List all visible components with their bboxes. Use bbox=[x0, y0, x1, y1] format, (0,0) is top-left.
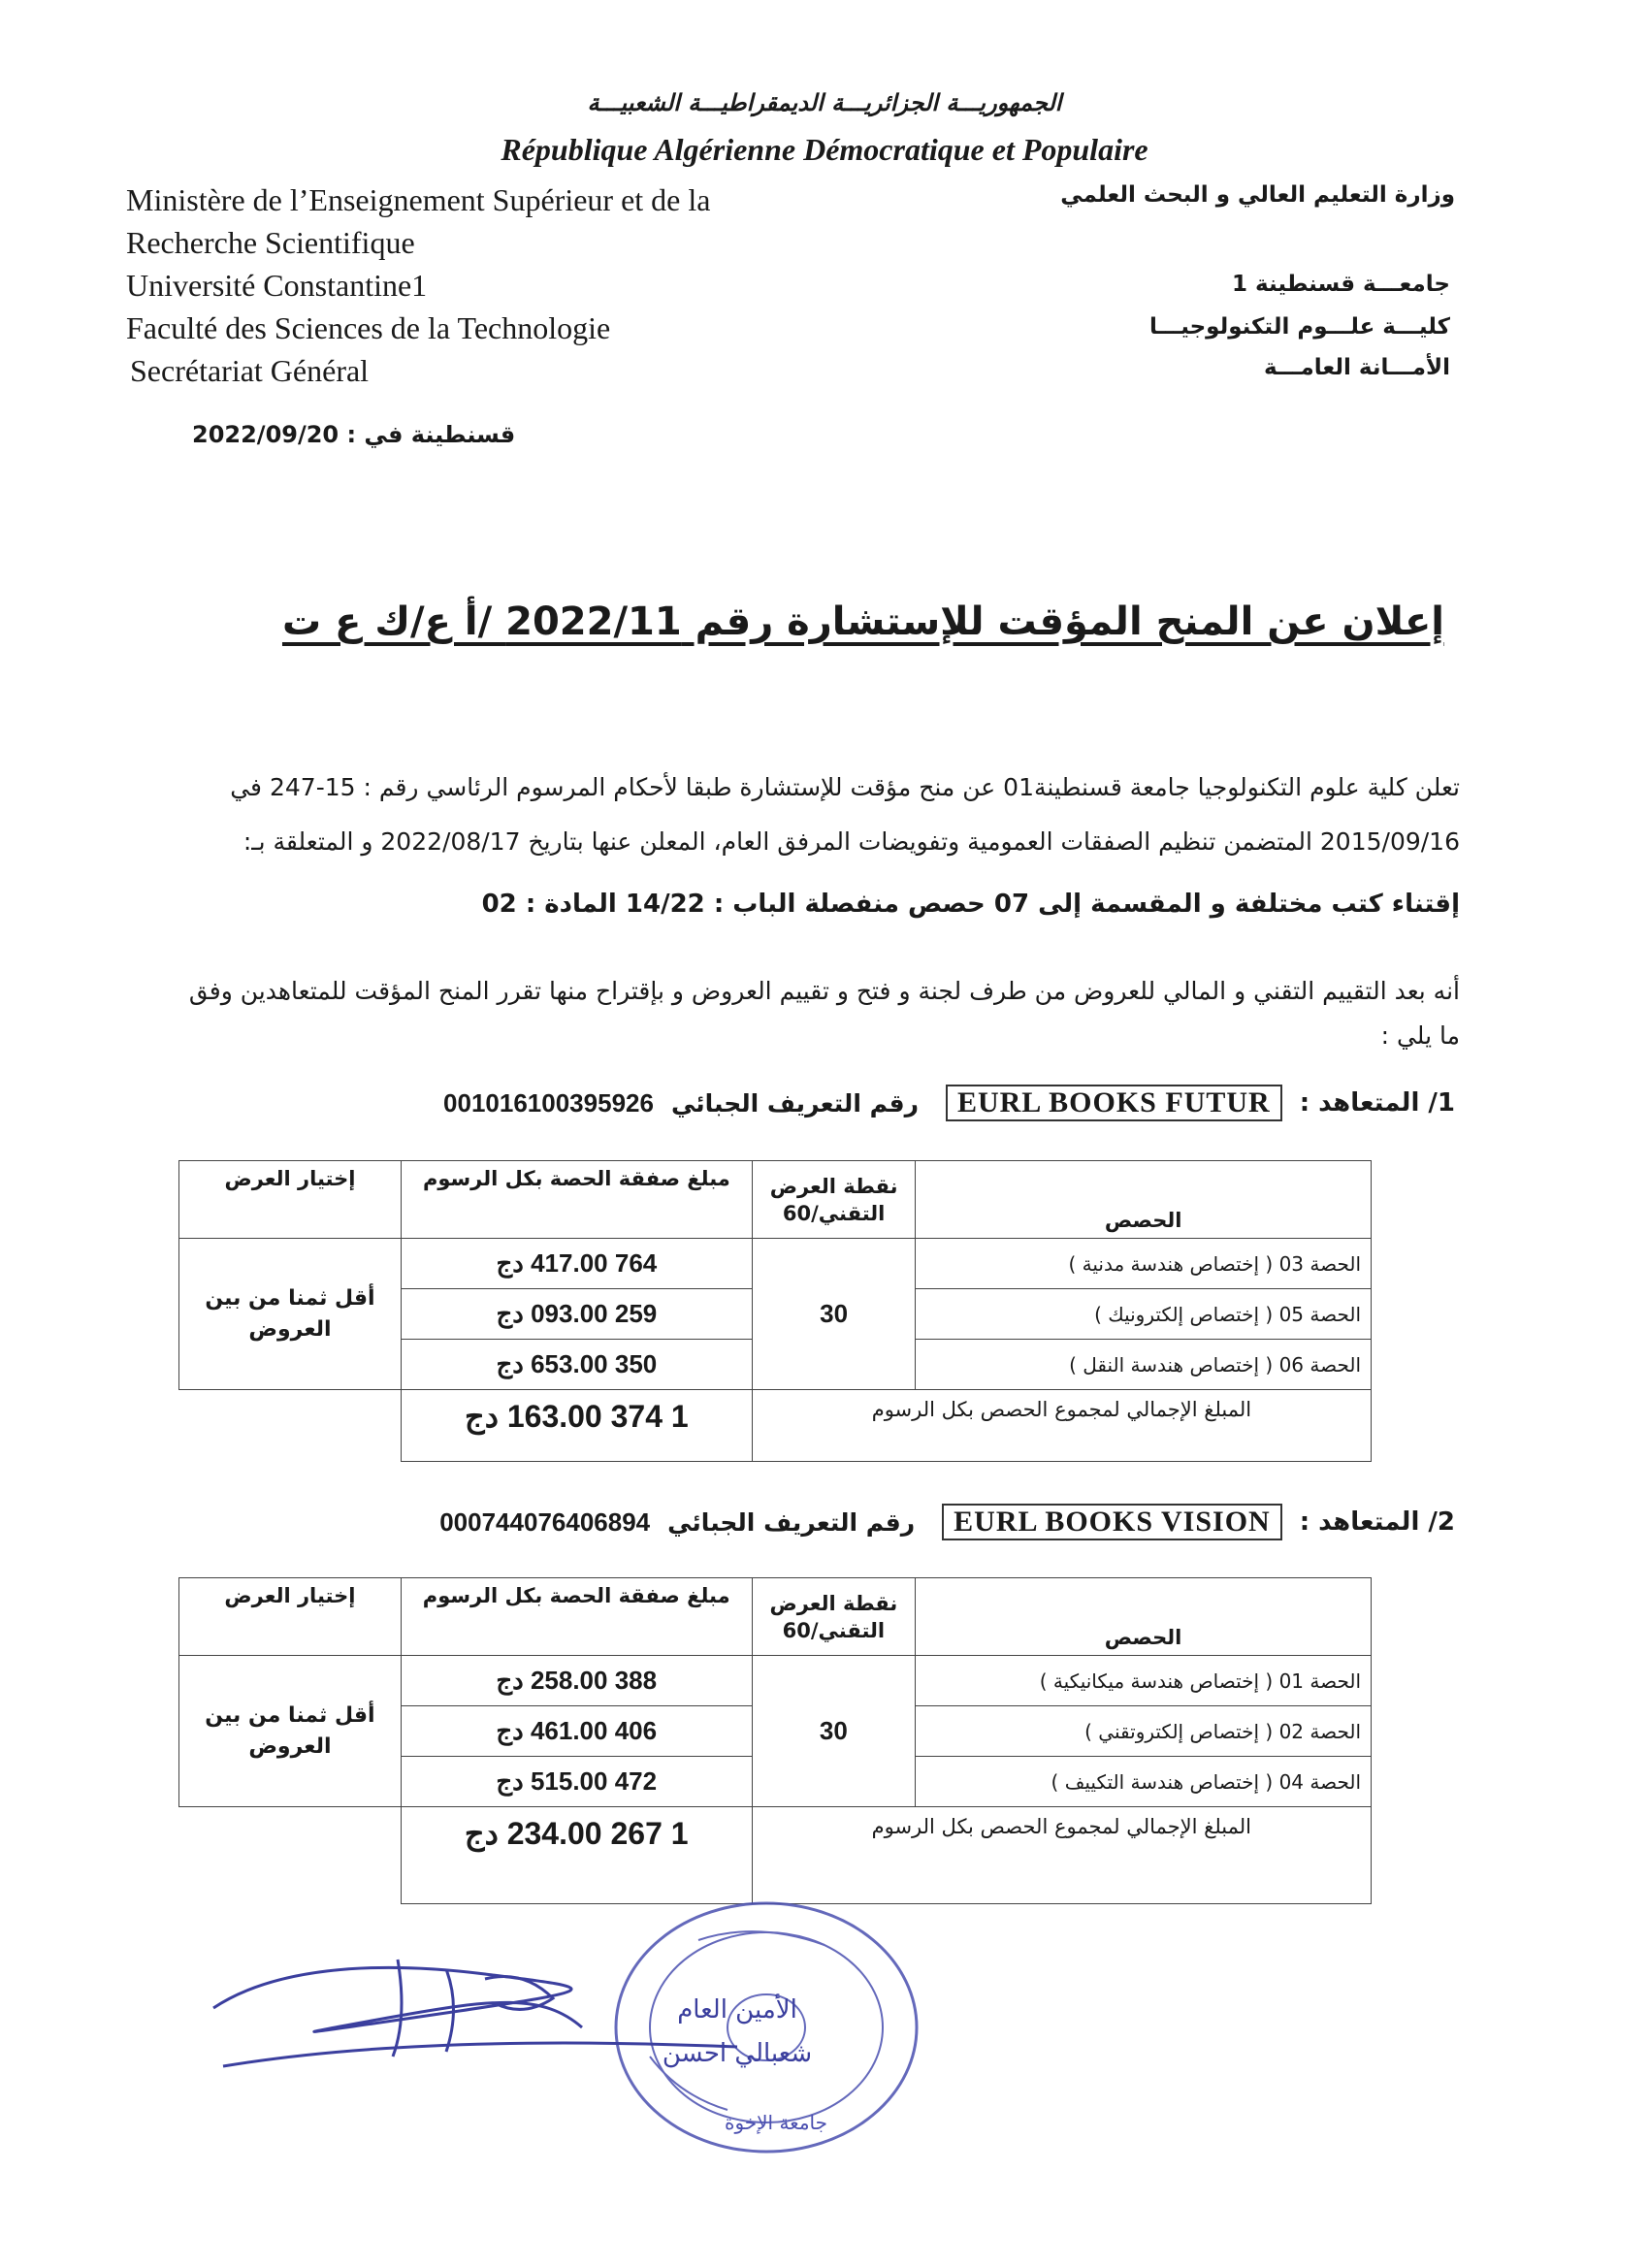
page-title: إعلان عن المنح المؤقت للإستشارة رقم 2022/11 /أ ع/ك ع ت bbox=[281, 599, 1445, 644]
lot-label: الحصة 05 ( إختصاص إلكترونيك ) bbox=[916, 1289, 1372, 1340]
faculty-fr: Faculté des Sciences de la Technologie bbox=[126, 310, 611, 345]
bidder-2-label: 2/ المتعاهد : bbox=[1299, 1507, 1455, 1537]
date-line: قسنطينة في : 2022/09/20 bbox=[192, 421, 516, 448]
signature-icon bbox=[213, 1960, 737, 2066]
header-amount: مبلغ صفقة الحصة بكل الرسوم bbox=[401, 1578, 752, 1656]
bidder-2-line bbox=[439, 1504, 1455, 1540]
lot-amount: 764 417.00 دج bbox=[401, 1239, 752, 1289]
bidder-1-label: 1/ المتعاهد : bbox=[1299, 1088, 1455, 1118]
lot-amount: 388 258.00 دج bbox=[401, 1656, 752, 1706]
lot-amount: 259 093.00 دج bbox=[401, 1289, 752, 1340]
table-total-row bbox=[179, 1390, 1372, 1462]
university-fr: Université Constantine1 bbox=[126, 268, 428, 303]
bidder-1-name: EURL BOOKS FUTUR bbox=[946, 1085, 1282, 1121]
ministry-fr-2: Recherche Scientifique bbox=[126, 225, 415, 260]
intro-line-1: تعلن كلية علوم التكنولوجيا جامعة قسنطينة01 عن منح مؤقت للإستشارة طبقا لأحكام المرسوم الرئاسي رقم : 15-247 في bbox=[230, 773, 1460, 801]
ministry-fr: Ministère de l’Enseignement Supérieur et de la bbox=[126, 182, 711, 217]
intro-line-5: ما يلي : bbox=[1380, 1021, 1460, 1050]
republic-french: République Algérienne Démocratique et Populaire bbox=[501, 132, 1148, 167]
bidder-2-tax-label: رقم التعريف الجبائي bbox=[667, 1507, 916, 1537]
table-header-row bbox=[179, 1578, 1372, 1656]
offer-choice: أقل ثمنا من بين العروض bbox=[179, 1656, 402, 1807]
bidder-2-name: EURL BOOKS VISION bbox=[942, 1504, 1282, 1540]
table-total-row bbox=[179, 1807, 1372, 1904]
secretariat-fr: Secrétariat Général bbox=[130, 353, 370, 388]
table-row bbox=[179, 1656, 1372, 1706]
lot-amount: 350 653.00 دج bbox=[401, 1340, 752, 1390]
secretariat-ar: الأمـــانة العامـــة bbox=[1264, 355, 1450, 380]
total-amount: 1 374 163.00 دج bbox=[401, 1390, 752, 1462]
bidder-1-line bbox=[443, 1085, 1455, 1121]
faculty-ar: كليـــة علـــوم التكنولوجيـــا bbox=[1149, 314, 1450, 340]
lot-label: الحصة 06 ( إختصاص هندسة النقل ) bbox=[916, 1340, 1372, 1390]
table-header-row bbox=[179, 1161, 1372, 1239]
header-choice: إختيار العرض bbox=[179, 1578, 402, 1656]
header-tech-score: نقطة العرض التقني/60 bbox=[752, 1578, 916, 1656]
intro-line-3: إقتناء كتب مختلفة و المقسمة إلى 07 حصص منفصلة الباب : 14/22 المادة : 02 bbox=[481, 890, 1460, 919]
total-label: المبلغ الإجمالي لمجموع الحصص بكل الرسوم bbox=[752, 1807, 1371, 1904]
bidder-2-tax-id: 000744076406894 bbox=[439, 1507, 651, 1537]
header-lots: الحصص bbox=[916, 1161, 1372, 1239]
bidder-2-table bbox=[178, 1577, 1372, 1904]
header-left-block bbox=[126, 178, 824, 392]
lot-label: الحصة 04 ( إختصاص هندسة التكييف ) bbox=[916, 1757, 1372, 1807]
bidder-1-tax-label: رقم التعريف الجبائي bbox=[670, 1088, 919, 1118]
lot-label: الحصة 03 ( إختصاص هندسة مدنية ) bbox=[916, 1239, 1372, 1289]
lot-label: الحصة 02 ( إختصاص إلكتروتقني ) bbox=[916, 1706, 1372, 1757]
header-tech-score: نقطة العرض التقني/60 bbox=[752, 1161, 916, 1239]
header-amount: مبلغ صفقة الحصة بكل الرسوم bbox=[401, 1161, 752, 1239]
bidder-1-table bbox=[178, 1160, 1372, 1462]
intro-line-2: 2015/09/16 المتضمن تنظيم الصفقات العمومية وتفويضات المرفق العام، المعلن عنها بتاريخ 2022/08/17 و المتعلقة بـ: bbox=[242, 827, 1460, 856]
official-stamp-signature bbox=[194, 1901, 951, 2192]
table-row bbox=[179, 1239, 1372, 1289]
lot-label: الحصة 01 ( إختصاص هندسة ميكانيكية ) bbox=[916, 1656, 1372, 1706]
tech-score: 30 bbox=[752, 1656, 916, 1807]
signature-title: الأمين العام bbox=[677, 1995, 797, 2025]
republic-arabic: الجمهوريـــة الجزائريـــة الديمقراطيـــة الشعبيـــة bbox=[587, 89, 1062, 116]
university-ar: جامعـــة قسنطينة 1 bbox=[1232, 272, 1450, 297]
lot-amount: 406 461.00 دج bbox=[401, 1706, 752, 1757]
lot-amount: 472 515.00 دج bbox=[401, 1757, 752, 1807]
header-choice: إختيار العرض bbox=[179, 1161, 402, 1239]
total-amount: 1 267 234.00 دج bbox=[401, 1807, 752, 1904]
bidder-1-tax-id: 001016100395926 bbox=[443, 1087, 654, 1118]
header-lots: الحصص bbox=[916, 1578, 1372, 1656]
intro-line-4: أنه بعد التقييم التقني و المالي للعروض من طرف لجنة و فتح و تقييم العروض و بإقتراح منها تقرر المنح المؤقت للمتعاهدين وفق bbox=[188, 977, 1460, 1005]
ministry-ar: وزارة التعليم العالي و البحث العلمي bbox=[1060, 182, 1455, 208]
tech-score: 30 bbox=[752, 1239, 916, 1390]
total-label: المبلغ الإجمالي لمجموع الحصص بكل الرسوم bbox=[752, 1390, 1371, 1462]
signer-name: شعبالي احسن bbox=[662, 2039, 813, 2068]
offer-choice: أقل ثمنا من بين العروض bbox=[179, 1239, 402, 1390]
seal-text: جامعة الإخوة bbox=[724, 2111, 828, 2134]
